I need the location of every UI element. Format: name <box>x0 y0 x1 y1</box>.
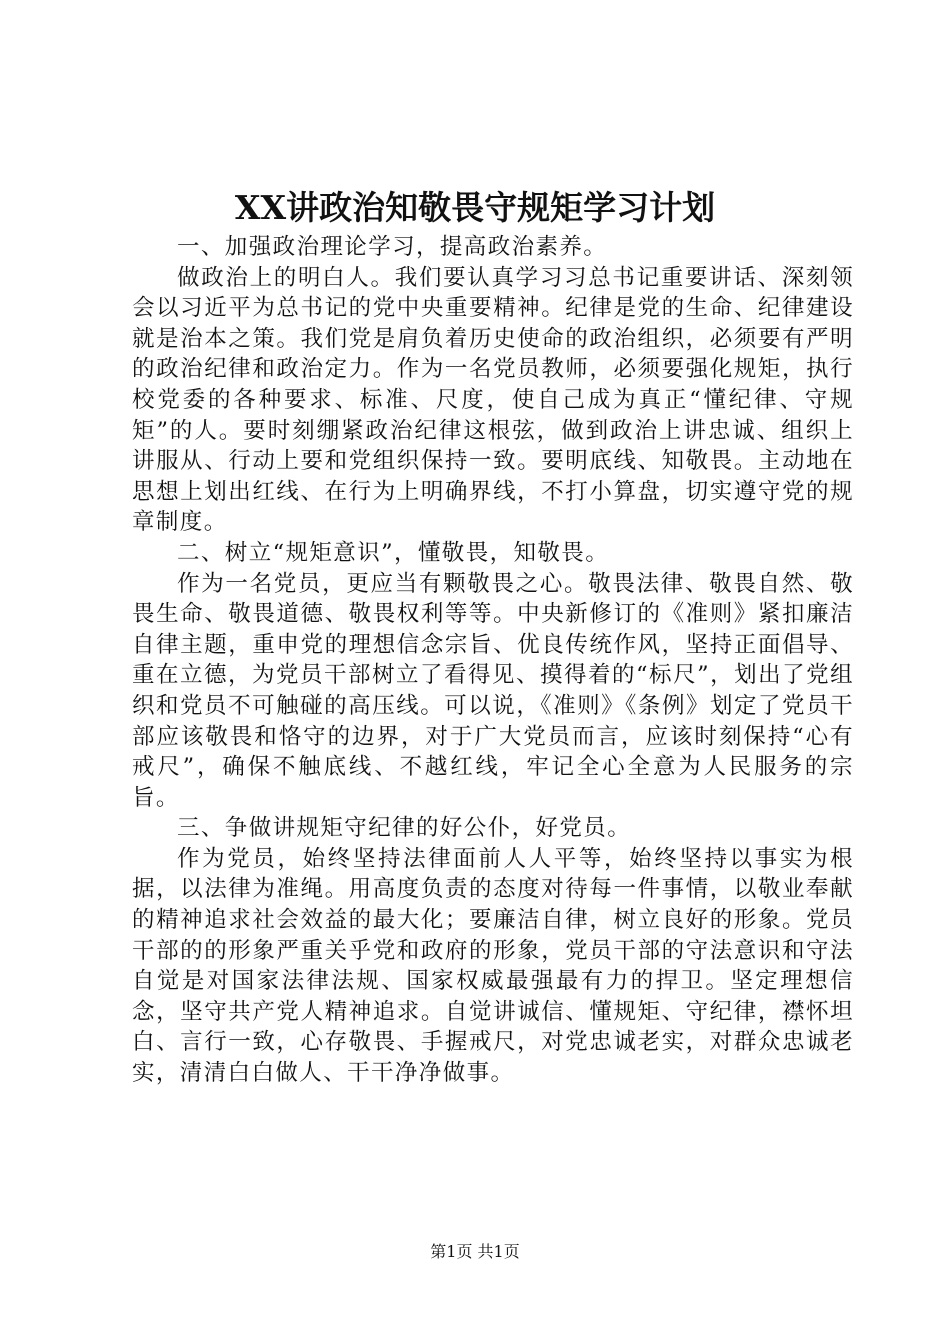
body-paragraph-3: 作为党员，始终坚持法律面前人人平等，始终坚持以事实为根据，以法律为准绳。用高度负责的态度对待每一件事情，以敬业奉献的精神追求社会效益的最大化；要廉洁自律，树立良好的形象。党员干部的的形象严重关乎党和政府的形象，党员干部的守法意识和守法自觉是对国家法律法规、国家权威最强最有力的捍卫。坚定理想信念，坚守共产党人精神追求。自觉讲诚信、懂规矩、守纪律，襟怀坦白、言行一致，心存敬畏、手握戒尺，对党忠诚老实，对群众忠诚老实，清清白白做人、干干净净做事。 <box>132 845 854 1087</box>
section-heading-1: 一、加强政治理论学习，提高政治素养。 <box>177 234 608 260</box>
page-number: 第1页 共1页 <box>430 1242 520 1261</box>
body-paragraph-2: 作为一名党员，更应当有颗敬畏之心。敬畏法律、敬畏自然、敬畏生命、敬畏道德、敬畏权利等等。中央新修订的《准则》紧扣廉洁自律主题，重申党的理想信念宗旨、优良传统作风，坚持正面倡导、重在立德，为党员干部树立了看得见、摸得着的“标尺”，划出了党组织和党员不可触碰的高压线。可以说，《准则》《条例》划定了党员干部应该敬畏和恪守的边界，对于广大党员而言，应该时刻保持“心有戒尺”，确保不触底线、不越红线，牢记全心全意为人民服务的宗旨。 <box>132 570 854 811</box>
body-paragraph-1: 做政治上的明白人。我们要认真学习习总书记重要讲话、深刻领会以习近平为总书记的党中央重要精神。纪律是党的生命、纪律建设就是治本之策。我们党是肩负着历史使命的政治组织，必须要有严明的政治纪律和政治定力。作为一名党员教师，必须要强化规矩，执行校党委的各种要求、标准、尺度，使自己成为真正“懂纪律、守规矩”的人。要时刻绷紧政治纪律这根弦，做到政治上讲忠诚、组织上讲服从、行动上要和党组织保持一致。要明底线、知敬畏。主动地在思想上划出红线、在行为上明确界线，不打小算盘，切实遵守党的规章制度。 <box>132 264 854 536</box>
section-heading-3: 三、争做讲规矩守纪律的好公仆，好党员。 <box>177 815 632 842</box>
document-body <box>132 232 854 1089</box>
section-heading-2: 二、树立“规矩意识”，懂敬畏，知敬畏。 <box>177 539 610 566</box>
document-title: XX讲政治知敬畏守规矩学习计划 <box>234 188 716 227</box>
